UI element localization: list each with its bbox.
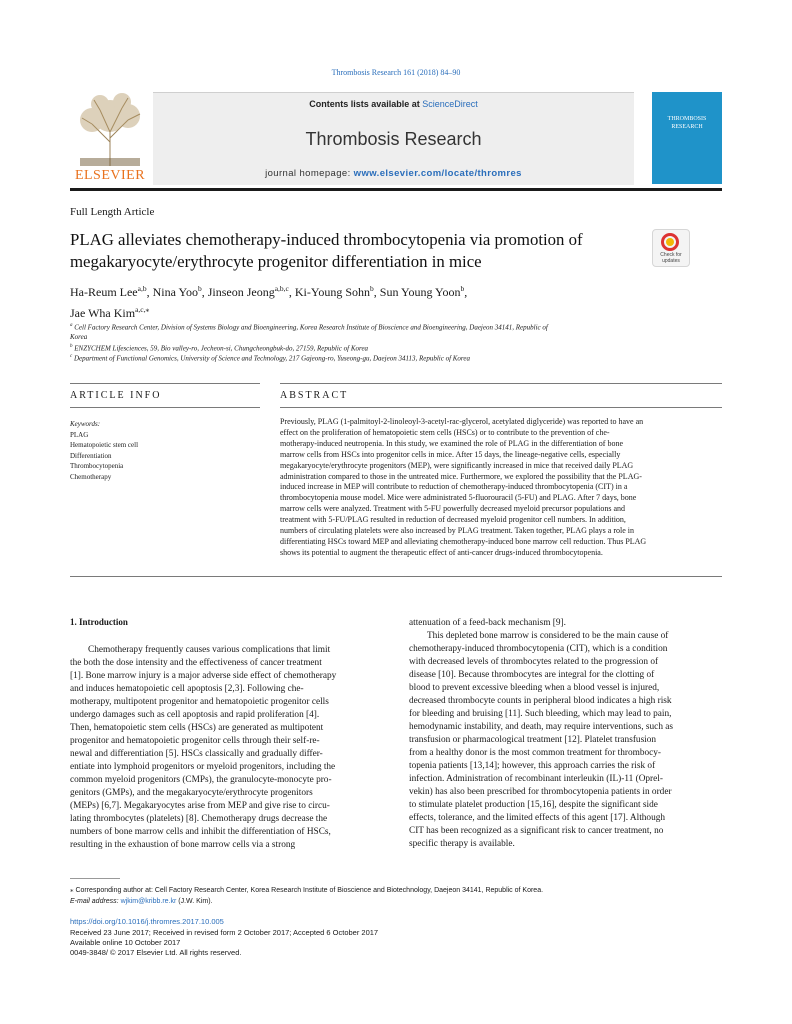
abstract-line: treatment with 5-FU/PLAG resulted in reduction of decreased myeloid progenitor cell numbers. In addition, xyxy=(280,515,626,525)
affiliation-mark: b xyxy=(70,344,73,349)
email-suffix: (J.W. Kim). xyxy=(178,897,213,905)
abstract-text xyxy=(280,417,722,559)
body-line: effects, tolerance, and the limited effects of this agent [17]. Although xyxy=(409,813,666,823)
affiliation-mark: c xyxy=(70,354,73,359)
body-line: from a healthy donor is the most common treatment for thrombocy- xyxy=(409,748,661,758)
abstract-line: motherapy-induced neutropenia. In this study, we examined the role of PLAG in the differentiation of bone xyxy=(280,438,624,448)
abstract-line: thrombocytopenia mouse model. Mice were administrated 5-fluorouracil (5-FU) and PLAG. After 7 days, bone xyxy=(280,493,637,503)
body-line: resulting in the exhaustion of bone marrow cells via a strong xyxy=(70,840,296,850)
abstract-top-rule xyxy=(280,383,722,384)
crossmark-dot xyxy=(666,238,674,246)
body-right-column xyxy=(409,617,722,851)
body-line: to stimulate platelet production [15,16], despite the significant side xyxy=(409,800,658,810)
abstract-line: administration compared to those in the untreated mice. Furthermore, we explored the possibility that the PLAG- xyxy=(280,471,642,481)
article-info-rule xyxy=(70,407,260,408)
author xyxy=(70,285,147,299)
journal-homepage-line xyxy=(153,168,634,179)
body-line: undergo damages such as cell apoptosis and rapid proliferation [4]. xyxy=(70,710,320,720)
abstract-line: shows its potential to augment the therapeutic effect of anti-cancer drugs-induced thrombocytopenia. xyxy=(280,547,603,557)
journal-cover-title xyxy=(652,115,722,131)
affiliation-c xyxy=(70,352,670,363)
author-affiliation-mark: a,c,⁎ xyxy=(135,305,150,314)
affiliation-a xyxy=(70,321,670,342)
check-for-updates-button[interactable] xyxy=(652,229,690,267)
author-name: Sun Young Yoon xyxy=(379,285,461,299)
body-line: entiate into lymphoid progenitors or myeloid progenitors, including the xyxy=(70,762,336,772)
corresponding-author-text: ⁎ Corresponding author at: Cell Factory Research Center, Korea Research Institute of Bioscience and Biotechnology, Daejeon 34141, Republic of Korea. xyxy=(70,887,544,894)
body-line: disease [10]. Because thrombocytes are integral for the clotting of xyxy=(409,670,655,680)
author-affiliation-mark: b xyxy=(197,284,202,293)
abstract-line: differentiating HSCs toward MEP and alleviating chemotherapy-induced bone marrow cell reduction. Thus PLAG xyxy=(280,536,647,546)
body-line: numbers of bone marrow cells and inhibit the differentiation of HSCs, xyxy=(70,827,331,837)
received-dates: Received 23 June 2017; Received in revised form 2 October 2017; Accepted 6 October 2017 xyxy=(70,928,379,937)
contents-prefix: Contents lists available at xyxy=(309,99,420,109)
doi-link[interactable]: https://doi.org/10.1016/j.thromres.2017.10.005 xyxy=(70,917,224,926)
keywords-block xyxy=(70,419,138,482)
sciencedirect-link[interactable]: ScienceDirect xyxy=(422,99,478,109)
article-type: Full Length Article xyxy=(70,206,155,218)
cover-title-line2: RESEARCH xyxy=(671,124,703,130)
author-list: Ha-Reum Lee$^{a,b}$, Nina Yoo$^b$, Jinseon Jeong$^{a,b,c}$, Ki-Young Sohn$^b$, Sun Young Yoon$^b$, Jae Wha Kim$^{a,c,⁎}$ xyxy=(70,284,468,320)
crossmark-label xyxy=(653,252,689,264)
body-line: (MEPs) [6,7]. Megakaryocytes arise from MEP and give rise to circu- xyxy=(70,801,330,811)
body-line: hemodynamic instability, and death, may require interventions, such as xyxy=(409,722,674,732)
article-info-top-rule xyxy=(70,383,260,384)
author xyxy=(153,285,202,299)
author-affiliation-mark: a,b xyxy=(137,284,147,293)
body-left-column xyxy=(70,644,388,852)
affiliation-text: ENZYCHEM Lifesciences, 59, Bio valley-ro, Jecheon-si, Chungcheongbuk-do, 27159, Republic of Korea xyxy=(74,344,369,353)
journal-title: Thrombosis Research xyxy=(305,129,482,149)
author-name: Jae Wha Kim xyxy=(70,306,136,320)
abstract-line: induced increase in MEP will contribute to reduction of chemotherapy-induced thrombocytopenia (CIT) in a xyxy=(280,482,628,492)
body-line: topenia patients [13,14]; however, this approach carries the risk of xyxy=(409,761,656,771)
body-line: common myeloid progenitors (CMPs), the granulocyte-monocyte pro- xyxy=(70,775,332,785)
crossmark-line1: Check for xyxy=(660,252,682,258)
abstract-rule xyxy=(280,407,722,408)
author-name: Ha-Reum Lee xyxy=(70,285,138,299)
abstract-line: effect on the proliferation of hematopoietic stem cells (HSCs) or to contribute to the prevention of che- xyxy=(280,427,610,437)
body-line: newal and differentiation [5]. HSCs classically and gradually differ- xyxy=(70,749,323,759)
author xyxy=(380,285,464,299)
body-line: genitors (GMPs), and the megakaryocyte/erythrocyte progenitors xyxy=(70,788,313,798)
body-line: progenitor and hematopoietic progenitor cells through their self-re- xyxy=(70,736,320,746)
body-line: vekin) has also been prescribed for thrombocytopenia patients in order xyxy=(409,787,672,797)
abstract-heading: ABSTRACT xyxy=(280,390,349,401)
journal-citation[interactable]: Thrombosis Research 161 (2018) 84–90 xyxy=(331,68,461,77)
abstract-line: marrow cells were analyzed. Treatment with 5-FU powerfully decreased myeloid precursor populations and xyxy=(280,504,626,514)
body-line: for bleeding and bruising [11]. Such bleeding, which may lead to pain, xyxy=(409,709,672,719)
keyword: Thrombocytopenia xyxy=(70,462,124,470)
available-online: Available online 10 October 2017 xyxy=(70,938,181,947)
crossmark-line2: updates xyxy=(662,258,680,264)
body-line: decreased thrombocyte counts in peripheral blood indicates a high risk xyxy=(409,696,672,706)
email-line xyxy=(70,897,543,908)
abstract-line: megakaryocyte/erythrocyte progenitors (MEP), were significantly increased in mice that received daily PLAG xyxy=(280,460,634,470)
copyright-notice: 0049-3848/ © 2017 Elsevier Ltd. All rights reserved. xyxy=(70,948,242,957)
body-line: transfusion or pharmacological treatment [12]. Platelet transfusion xyxy=(409,735,657,745)
journal-cover-image xyxy=(652,92,722,184)
article-title xyxy=(70,229,645,273)
body-line: infection. Administration of recombinant interleukin (IL)-11 (Oprel- xyxy=(409,774,663,784)
body-line: Then, hematopoietic stem cells (HSCs) are generated as multipotent xyxy=(70,723,324,733)
section-heading-introduction: 1. Introduction xyxy=(70,617,128,627)
author-name: Nina Yoo xyxy=(152,285,198,299)
abstract-line: numbers of circulating platelets were also increased by PLAG treatment. Taken together, PLAG plays a role in xyxy=(280,526,634,536)
body-line: This depleted bone marrow is considered to be the main cause of xyxy=(427,631,669,641)
affiliation-text: Cell Factory Research Center, Division of Systems Biology and Bioengineering, Korea Research Institute of Bioscience and Bioengineering, Daejeon 34141, Republic of xyxy=(74,323,548,332)
email-label: E-mail address: xyxy=(70,897,119,905)
body-line: blood to prevent excessive bleeding when a blood vessel is injured, xyxy=(409,683,660,693)
footnote-rule xyxy=(70,878,120,879)
corresponding-author-footnote xyxy=(70,886,543,907)
keyword: Hematopoietic stem cell xyxy=(70,441,139,449)
body-line: motherapy, multipotent progenitor and hematopoietic progenitor cells xyxy=(70,697,329,707)
body-line: lating thrombocytes (platelets) [8]. Chemotherapy drugs decrease the xyxy=(70,814,328,824)
publication-history xyxy=(70,928,378,958)
abstract-line: Previously, PLAG (1-palmitoyl-2-linoleoyl-3-acetyl-rac-glycerol, acetylated diglyceride) was reported to have an xyxy=(280,417,644,426)
body-line: chemotherapy-induced thrombocytopenia (CIT), which is a condition xyxy=(409,644,668,654)
header-divider xyxy=(70,188,722,191)
author-name: Ki-Young Sohn xyxy=(294,285,371,299)
author-affiliation-mark: b xyxy=(460,284,465,293)
body-line: the both the dose intensity and the effectiveness of cancer treatment xyxy=(70,658,322,668)
email-link[interactable]: wjkim@kribb.re.kr xyxy=(120,897,177,905)
cover-title-line1: THROMBOSIS xyxy=(667,116,707,122)
author xyxy=(70,306,149,320)
title-line-1: PLAG alleviates chemotherapy-induced thrombocytopenia via promotion of xyxy=(70,230,583,249)
homepage-prefix: journal homepage: xyxy=(265,168,351,179)
body-line: Chemotherapy frequently causes various complications that limit xyxy=(88,645,331,655)
article-info-heading: ARTICLE INFO xyxy=(70,390,162,401)
abstract-line: marrow cells from HSCs into progenitor cells in mice. After 15 days, the lineage-negative cells, especially xyxy=(280,449,621,459)
body-line: CIT has been recognized as a significant risk to cancer treatment, no xyxy=(409,826,664,836)
body-line: and induces hematopoietic cell apoptosis [2,3]. Following che- xyxy=(70,684,304,694)
homepage-link[interactable]: www.elsevier.com/locate/thromres xyxy=(353,168,522,179)
body-line: [1]. Bone marrow injury is a major adverse side effect of chemotherapy xyxy=(70,671,337,681)
author-affiliation-mark: b xyxy=(370,284,374,293)
author xyxy=(295,285,374,299)
keyword: Chemotherapy xyxy=(70,472,112,481)
affiliation-text-cont: Korea xyxy=(70,333,88,342)
body-line: specific therapy is available. xyxy=(409,839,515,849)
body-line: attenuation of a feed-back mechanism [9]. xyxy=(409,618,566,628)
title-line-2: megakaryocyte/erythrocyte progenitor differentiation in mice xyxy=(70,252,482,271)
author xyxy=(208,285,289,299)
contents-line xyxy=(153,99,634,109)
keywords-label: Keywords: xyxy=(70,420,101,428)
author-name: Jinseon Jeong xyxy=(207,285,275,299)
elsevier-wordmark: ELSEVIER xyxy=(74,168,146,183)
abstract-bottom-rule xyxy=(70,576,722,577)
affiliation-text: Department of Functional Genomics, University of Science and Technology, 217 Gajeong-ro, Yuseong-gu, Daejeon 34113, Republic of Korea xyxy=(73,354,471,363)
body-line: with decreased levels of thrombocytes related to the progression of xyxy=(409,657,659,667)
keyword: Differentiation xyxy=(70,451,112,460)
author-affiliation-mark: a,b,c xyxy=(274,284,289,293)
keyword: PLAG xyxy=(70,430,89,439)
affiliation-mark: a xyxy=(70,323,73,328)
